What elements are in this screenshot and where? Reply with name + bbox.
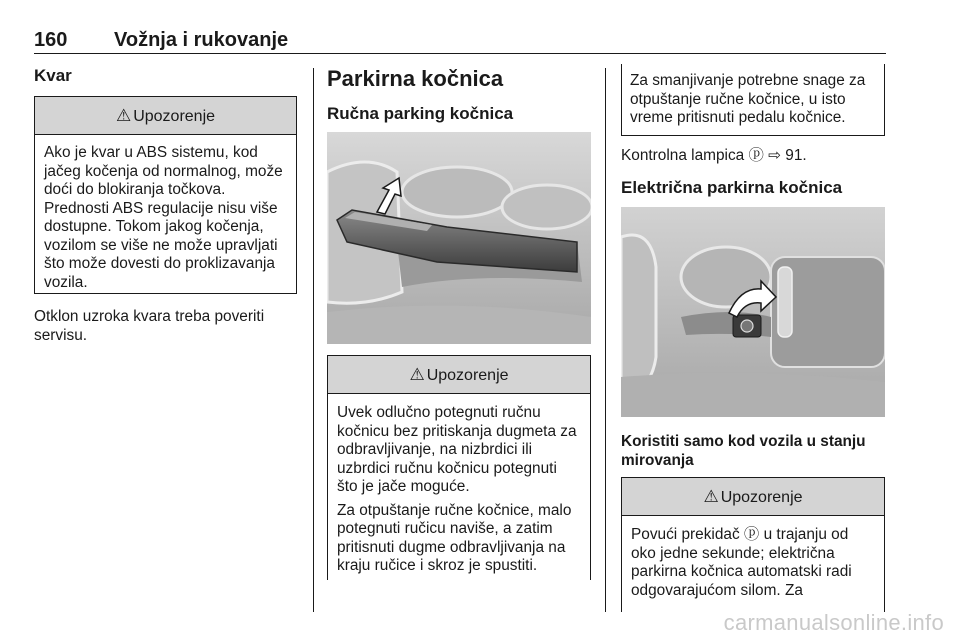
warning-text: Ako je kvar u ABS sistemu, kod jačeg kočenja od normalnog, može doći do blokiranja točkova. Prednosti ABS regulacije nisu više dostupne. Tokom jakog kočenja, vozilom se više ne može upravljati što može dovesti do proklizavanja vozila. <box>44 144 283 291</box>
subheading-stationary: Koristiti samo kod vozila u stanju mirovanja <box>621 433 866 469</box>
warning-box-electric-brake <box>621 477 885 612</box>
warning-label: Upozorenje <box>720 489 803 506</box>
warning-header <box>328 356 590 394</box>
section-heading-kvar: Kvar <box>34 66 72 85</box>
warning-triangle-icon: ⚠ <box>115 106 132 125</box>
page-number: 160 <box>34 29 68 51</box>
warning-text-2: Za otpuštanje ručne kočnice, malo potegnuti ručicu naviše, a zatim pritisnuti dugme odbravljivanja na kraju ručice i skroz je spustiti. <box>337 501 572 574</box>
paragraph-service: Otklon uzroka kvara treba poveriti servisu. <box>34 308 265 344</box>
note-text: Za smanjivanje potrebne snage za otpuštanje ručne kočnice, u isto vreme pritisnuti pedalu kočnice. <box>630 72 866 126</box>
warning-label: Upozorenje <box>133 108 216 125</box>
warning-header <box>35 97 296 135</box>
hand-brake-illustration <box>327 132 591 344</box>
note-box-release <box>621 64 885 136</box>
subheading-hand-brake: Ručna parking kočnica <box>327 104 514 123</box>
warning-box-abs <box>34 96 297 294</box>
control-lamp-line: Kontrolna lampica ⓟ ⇨ 91. <box>621 147 807 164</box>
warning-text-1: Uvek odlučno potegnuti ručnu kočnicu bez pritiskanja dugmeta za odbravljivanje, na nizbrdici ili uzbrdici ručnu kočnicu potegnuti što je jače moguće. <box>337 404 577 495</box>
chapter-title: Vožnja i rukovanje <box>114 29 289 51</box>
warning-header <box>622 478 884 516</box>
section-heading-parking-brake: Parkirna kočnica <box>327 66 504 91</box>
warning-text: Povući prekidač ⓟ u trajanju od oko jedne sekunde; električna parkirna kočnica automatski radi odgovarajućom silom. Za <box>631 526 852 599</box>
header-rule <box>34 53 886 54</box>
warning-label: Upozorenje <box>426 367 509 384</box>
section-heading-electric-brake: Električna parkirna kočnica <box>621 178 843 197</box>
warning-triangle-icon: ⚠ <box>703 487 719 506</box>
electric-brake-illustration <box>621 207 885 417</box>
column-divider-1 <box>313 68 314 612</box>
warning-triangle-icon: ⚠ <box>409 365 425 384</box>
column-divider-2 <box>605 68 606 612</box>
warning-box-hand-brake <box>327 355 591 580</box>
watermark: carmanualsonline.info <box>723 610 944 635</box>
